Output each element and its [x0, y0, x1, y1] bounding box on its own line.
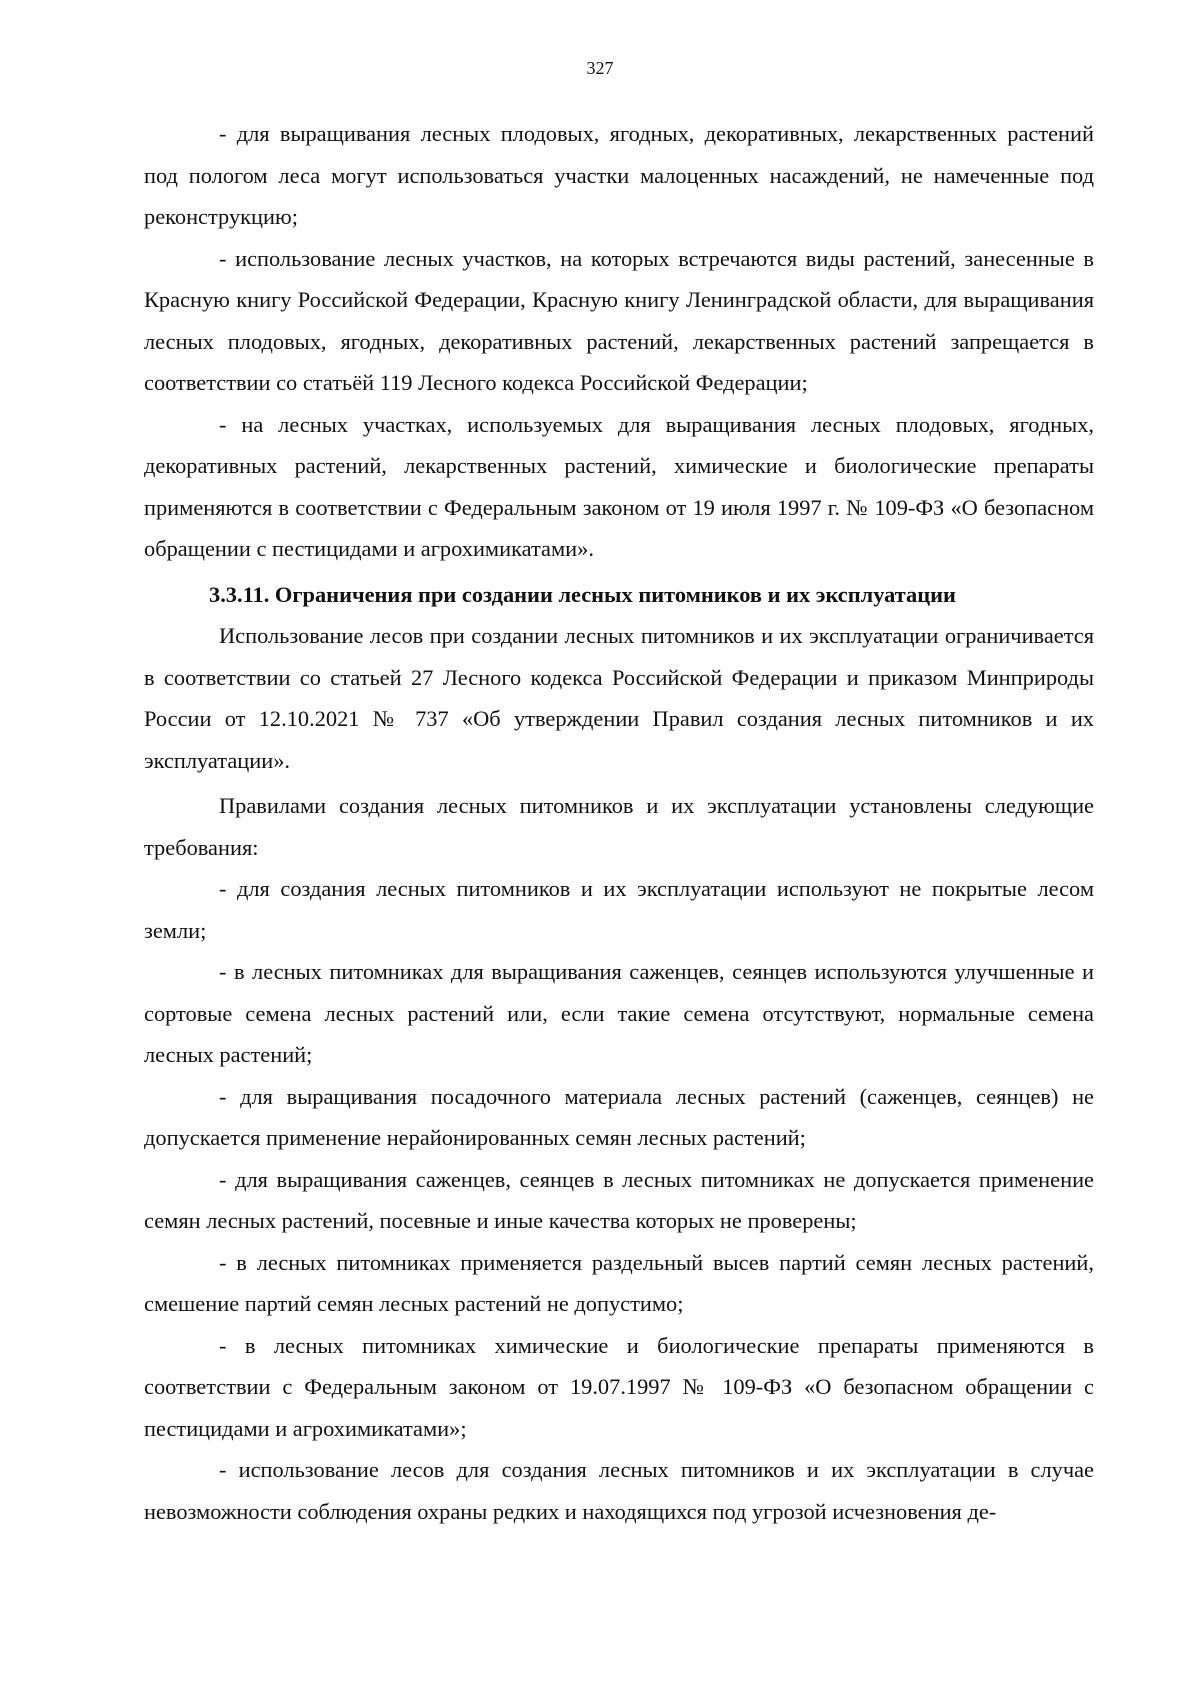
paragraph-nursery-rules-intro: Правилами создания лесных питомников и их эксплуатации установлены следующие требования:	[144, 793, 1094, 860]
paragraph-red-book-prohibition: - использование лесных участков, на которых встречаются виды растений, занесенные в Красную книгу Российской Федерации, Красную книгу Ленинградской области, для выращивания лесных плодовых, ягодных, декоративных растений, лекарственных растений запрещается в соответствии со статьёй 119 Лесного кодекса Российской Федерации;	[144, 245, 1094, 395]
list-item-rare-species: - использование лесов для создания лесных питомников и их эксплуатации в случае невозможности соблюдения охраны редких и находящихся под угрозой исчезновения де-	[144, 1457, 1094, 1524]
paragraph-pesticides-nontimber: - на лесных участках, используемых для выращивания лесных плодовых, ягодных, декоративных растений, лекарственных растений, химические и биологические препараты применяются в соответствии с Федеральным законом от 19 июля 1997 г. № 109-ФЗ «О безопасном обращении с пестицидами и агрохимикатами».	[144, 411, 1094, 561]
list-item-non-zoned-seeds: - для выращивания посадочного материала лесных растений (саженцев, сеянцев) не допускается применение нерайонированных семян лесных растений;	[144, 1083, 1094, 1150]
paragraph-nontimber-under-canopy: - для выращивания лесных плодовых, ягодных, декоративных, лекарственных растений под пологом леса могут использоваться участки малоценных насаждений, не намеченные под реконструкцию;	[144, 121, 1094, 229]
list-item-separate-sowing: - в лесных питомниках применяется раздельный высев партий семян лесных растений, смешение партий семян лесных растений не допустимо;	[144, 1249, 1094, 1316]
list-item-improved-seeds: - в лесных питомниках для выращивания саженцев, сеянцев используются улучшенные и сортовые семена лесных растений или, если такие семена отсутствуют, нормальные семена лесных растений;	[144, 959, 1094, 1067]
list-item-pesticides-nursery: - в лесных питомниках химические и биологические препараты применяются в соответствии с Федеральным законом от 19.07.1997 № 109-ФЗ «О безопасном обращении с пестицидами и агрохимикатами»;	[144, 1332, 1094, 1441]
list-item-unchecked-seeds: - для выращивания саженцев, сеянцев в лесных питомниках не допускается применение семян лесных растений, посевные и иные качества которых не проверены;	[144, 1166, 1094, 1233]
list-item-uncovered-land: - для создания лесных питомников и их эксплуатации используют не покрытые лесом земли;	[144, 876, 1094, 943]
page-number: 327	[586, 58, 614, 78]
page-content	[144, 113, 1094, 1532]
section-heading: 3.3.11. Ограничения при создании лесных питомников и их эксплуатации	[209, 581, 956, 607]
paragraph-nursery-usage-limits: Использование лесов при создании лесных питомников и их эксплуатации ограничивается в соответствии со статьей 27 Лесного кодекса Российской Федерации и приказом Минприроды России от 12.10.2021 № 737 «Об утверждении Правил создания лесных питомников и их эксплуатации».	[144, 623, 1094, 773]
